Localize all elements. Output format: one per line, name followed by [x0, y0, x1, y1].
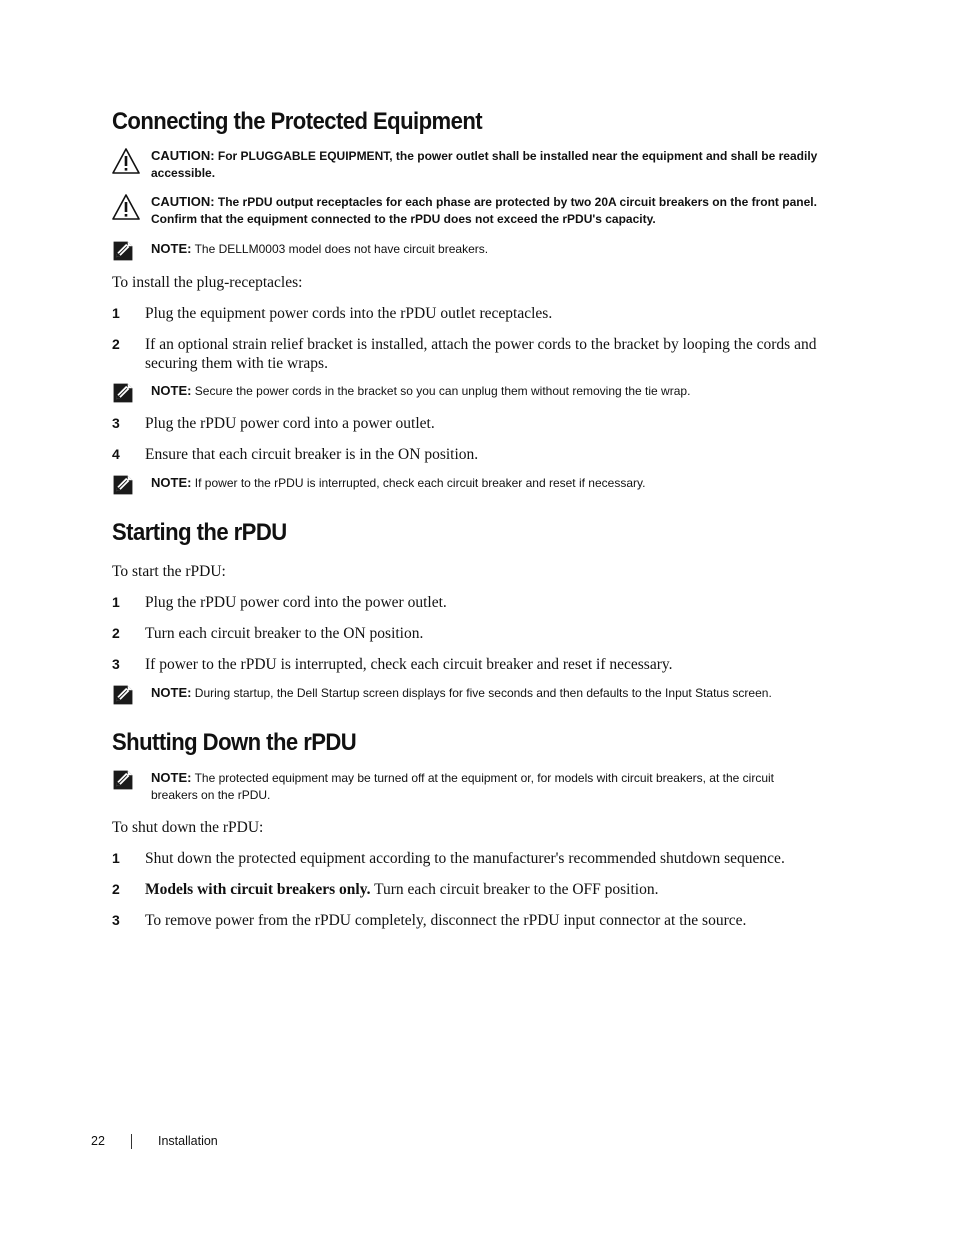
step-text: Plug the rPDU power cord into the power outlet. [145, 594, 447, 611]
step-number: 1 [112, 594, 120, 610]
note-notice-3 [112, 474, 822, 496]
step-number: 4 [112, 446, 120, 462]
step-number: 1 [112, 305, 120, 321]
note-label: NOTE: [151, 383, 192, 398]
step-number: 2 [112, 625, 120, 641]
step-number: 3 [112, 656, 120, 672]
step-rest: Turn each circuit breaker to the OFF position. [370, 881, 659, 898]
note-text: Secure the power cords in the bracket so you can unplug them without removing the tie wrap. [194, 384, 691, 398]
step-text [145, 880, 835, 899]
step-text: Shut down the protected equipment according to the manufacturer's recommended shutdown sequence. [145, 850, 785, 867]
note-pencil-icon [112, 474, 134, 496]
footer-section-name: Installation [158, 1134, 218, 1148]
caution-label: CAUTION: [151, 194, 215, 209]
caution-label: CAUTION: [151, 148, 215, 163]
note-notice-5 [112, 769, 822, 805]
note-text: The DELLM0003 model does not have circuit breakers. [194, 242, 489, 256]
caution-triangle-icon [112, 147, 140, 175]
note-pencil-icon [112, 684, 134, 706]
caution-triangle-icon [112, 193, 140, 221]
note-label: NOTE: [151, 475, 192, 490]
note-label: NOTE: [151, 770, 192, 785]
step-number: 3 [112, 415, 120, 431]
note-text: If power to the rPDU is interrupted, check each circuit breaker and reset if necessary. [194, 476, 646, 490]
step-number: 2 [112, 881, 120, 897]
note-pencil-icon [112, 240, 134, 262]
caution-text: For PLUGGABLE EQUIPMENT, the power outlet shall be installed near the equipment and shall be readily accessible. [151, 149, 818, 180]
step-bold-lead: Models with circuit breakers only. [145, 881, 371, 898]
step-text: If power to the rPDU is interrupted, check each circuit breaker and reset if necessary. [145, 656, 673, 673]
caution-notice-2 [112, 193, 822, 229]
step-text: If an optional strain relief bracket is installed, attach the power cords to the bracket by looping the cords and securing them with tie wraps. [145, 336, 817, 372]
step-text: Plug the rPDU power cord into a power outlet. [145, 415, 435, 432]
shutdown-intro: To shut down the rPDU: [112, 819, 264, 836]
step-text: To remove power from the rPDU completely, disconnect the rPDU input connector at the source. [145, 912, 747, 929]
note-notice-1 [112, 240, 822, 262]
step-number: 2 [112, 336, 120, 352]
step-text: Turn each circuit breaker to the ON position. [145, 625, 424, 642]
footer-divider [131, 1134, 132, 1149]
note-label: NOTE: [151, 685, 192, 700]
note-notice-2 [112, 382, 822, 404]
caution-notice-1 [112, 147, 822, 183]
note-pencil-icon [112, 769, 134, 791]
start-intro: To start the rPDU: [112, 563, 226, 580]
section-title-starting: Starting the rPDU [112, 519, 287, 546]
section-title-shutting: Shutting Down the rPDU [112, 729, 357, 756]
page-number: 22 [91, 1134, 105, 1148]
step-text: Ensure that each circuit breaker is in the ON position. [145, 446, 479, 463]
note-label: NOTE: [151, 241, 192, 256]
step-number: 3 [112, 912, 120, 928]
note-text: During startup, the Dell Startup screen displays for five seconds and then defaults to the Input Status screen. [194, 686, 772, 700]
note-notice-4 [112, 684, 822, 706]
note-text: The protected equipment may be turned off at the equipment or, for models with circuit breakers, at the circuit breakers on the rPDU. [151, 771, 774, 802]
install-intro: To install the plug-receptacles: [112, 274, 303, 291]
section-title-connecting: Connecting the Protected Equipment [112, 108, 483, 135]
step-text: Plug the equipment power cords into the rPDU outlet receptacles. [145, 305, 553, 322]
step-number: 1 [112, 850, 120, 866]
note-pencil-icon [112, 382, 134, 404]
caution-text: The rPDU output receptacles for each phase are protected by two 20A circuit breakers on the front panel. Confirm that the equipment connected to the rPDU does not exceed the rPDU's capacity. [151, 195, 817, 226]
